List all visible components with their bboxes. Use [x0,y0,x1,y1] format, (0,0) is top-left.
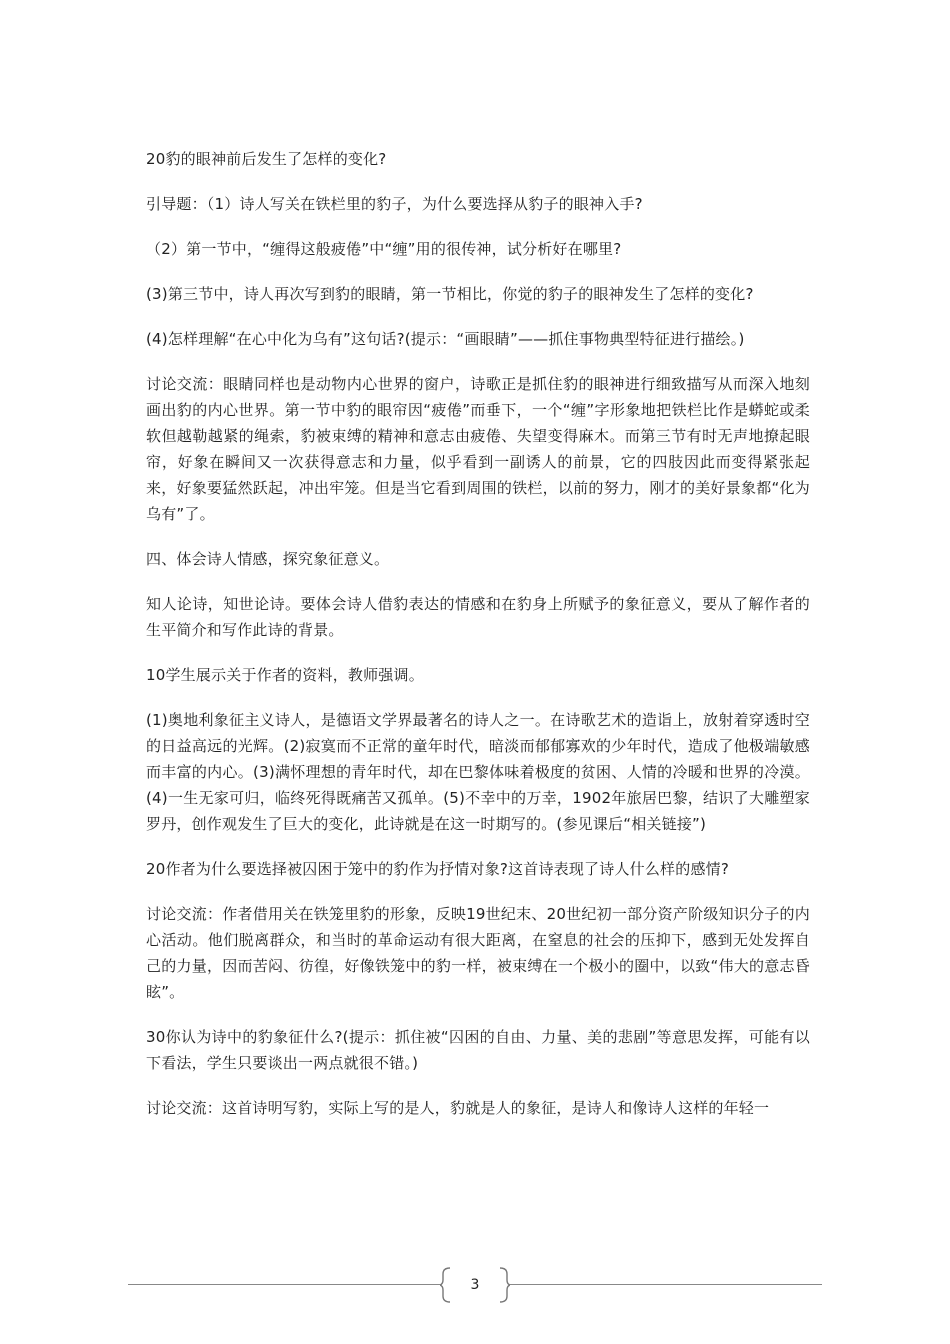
question-paragraph: 20豹的眼神前后发生了怎样的变化? [146,150,387,168]
section-heading: 四、体会诗人情感，探究象征意义。 [146,550,390,568]
document-body [146,146,810,1140]
page-number: 3 [470,1277,480,1293]
page-footer [0,1262,950,1308]
discussion-paragraph: 讨论交流：作者借用关在铁笼里豹的形象，反映19世纪末、20世纪初一部分资产阶级知识分子的内心活动。他们脱离群众，和当时的革命运动有很大距离，在窒息的社会的压抑下，感到无处发挥自己的力量，因而苦闷、彷徨，好像铁笼中的豹一样，被束缚在一个极小的圈中，以致“伟大的意志昏眩”。 [146,905,810,1001]
author-info-paragraph: (1)奥地利象征主义诗人，是德语文学界最著名的诗人之一。在诗歌艺术的造诣上，放射着穿透时空的日益高远的光辉。(2)寂寞而不正常的童年时代，暗淡而郁郁寡欢的少年时代，造成了他极端敏感而丰富的内心。(3)满怀理想的青年时代，却在巴黎体味着极度的贫困、人情的冷暖和世界的冷漠。(4)一生无家可归，临终死得既痛苦又孤单。(5)不幸中的万幸，1902年旅居巴黎，结识了大雕塑家罗丹，创作观发生了巨大的变化，此诗就是在这一时期写的。(参见课后“相关链接”) [146,711,810,833]
body-paragraph: 10学生展示关于作者的资料，教师强调。 [146,666,424,684]
guide-question-paragraph: (4)怎样理解“在心中化为乌有”这句话?(提示：“画眼睛”——抓住事物典型特征进行描绘。) [146,330,745,348]
discussion-paragraph: 讨论交流：这首诗明写豹，实际上写的是人，豹就是人的象征，是诗人和像诗人这样的年轻一 [146,1099,770,1117]
footer-rule-right [510,1284,822,1285]
page-number-badge [440,1266,510,1304]
question-paragraph: 30你认为诗中的豹象征什么?(提示：抓住被“囚困的自由、力量、美的悲剧”等意思发挥，可能有以下看法，学生只要谈出一两点就很不错。) [146,1028,810,1072]
discussion-paragraph: 讨论交流：眼睛同样也是动物内心世界的窗户，诗歌正是抓住豹的眼神进行细致描写从而深入地刻画出豹的内心世界。第一节中豹的眼帘因“疲倦”而垂下，一个“缠”字形象地把铁栏比作是蟒蛇或柔软但越勒越紧的绳索，豹被束缚的精神和意志由疲倦、失望变得麻木。而第三节有时无声地撩起眼帘，好象在瞬间又一次获得意志和力量，似乎看到一副诱人的前景，它的四肢因此而变得紧张起来，好象要猛然跃起，冲出牢笼。但是当它看到周围的铁栏，以前的努力，刚才的美好景象都“化为乌有”了。 [146,375,810,523]
question-paragraph: 20作者为什么要选择被囚困于笼中的豹作为抒情对象?这首诗表现了诗人什么样的感情? [146,860,730,878]
guide-question-paragraph: (3)第三节中，诗人再次写到豹的眼睛，第一节相比，你觉的豹子的眼神发生了怎样的变化? [146,285,754,303]
guide-question-paragraph: （2）第一节中，“缠得这般疲倦”中“缠”用的很传神，试分析好在哪里? [146,240,622,258]
footer-rule-left [128,1284,440,1285]
body-paragraph: 知人论诗，知世论诗。要体会诗人借豹表达的情感和在豹身上所赋予的象征意义，要从了解作者的生平简介和写作此诗的背景。 [146,595,810,639]
guide-question-paragraph: 引导题：（1）诗人写关在铁栏里的豹子，为什么要选择从豹子的眼神入手? [146,195,643,213]
